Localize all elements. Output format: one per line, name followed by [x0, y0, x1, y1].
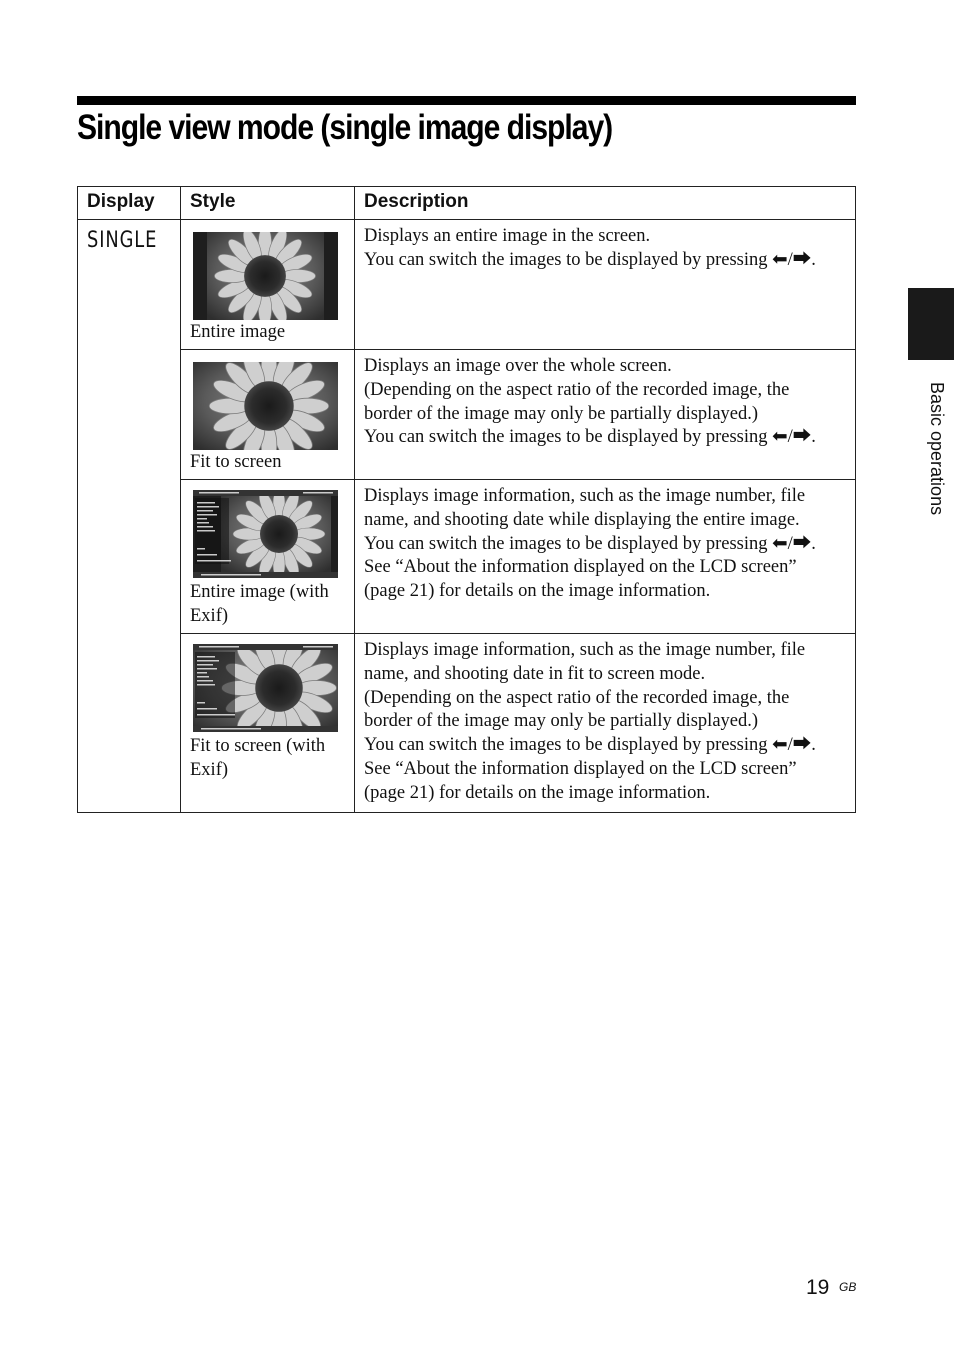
description-line: Displays image information, such as the image number, file	[364, 640, 806, 660]
description-line: See “About the information displayed on the LCD screen”	[364, 557, 797, 578]
description-line: You can switch the images to be displayed by pressing ⬅/⮕.	[364, 533, 816, 554]
description-line: You can switch the images to be displayed by pressing ⬅/⮕.	[364, 427, 816, 448]
style-label: Entire image	[190, 322, 286, 342]
description-cell	[355, 634, 856, 813]
description-line: border of the image may only be partially displayed.)	[364, 403, 759, 424]
description-line: You can switch the images to be displayed by pressing ⬅/⮕.	[364, 735, 816, 756]
table-row	[78, 480, 856, 634]
style-label: Fit to screen	[190, 452, 282, 472]
section-tab-marker	[908, 288, 954, 360]
header-description: Description	[355, 187, 856, 220]
table-row	[78, 220, 856, 350]
description-line: (Depending on the aspect ratio of the recorded image, the	[364, 379, 790, 400]
thumbnail-entire-image-exif	[193, 490, 338, 578]
single-mode-label: SINGLE	[87, 228, 158, 253]
style-cell	[181, 220, 355, 350]
style-cell	[181, 480, 355, 634]
header-display: Display	[78, 187, 181, 220]
style-label-line: Entire image (with	[190, 582, 329, 602]
style-label-line: Fit to screen (with	[190, 736, 326, 756]
description-line: You can switch the images to be displayed by pressing ⬅/⮕.	[364, 249, 816, 270]
table-row	[78, 350, 856, 480]
description-cell	[355, 350, 856, 480]
description-line: (page 21) for details on the image information.	[364, 581, 711, 602]
thumbnail-fit-to-screen	[193, 362, 338, 450]
header-style: Style	[181, 187, 355, 220]
thumbnail-fit-to-screen-exif	[193, 644, 338, 732]
page-title: Single view mode (single image display)	[77, 108, 613, 147]
table-row	[78, 634, 856, 813]
description-line: (page 21) for details on the image information.	[364, 782, 711, 803]
description-line: (Depending on the aspect ratio of the recorded image, the	[364, 687, 790, 708]
description-line: See “About the information displayed on the LCD screen”	[364, 758, 797, 779]
style-cell	[181, 350, 355, 480]
description-line: Displays an image over the whole screen.	[364, 356, 672, 376]
description-cell	[355, 220, 856, 350]
description-line: Displays image information, such as the image number, file	[364, 486, 806, 506]
description-line: name, and shooting date in fit to screen mode.	[364, 663, 706, 684]
table-header-row	[78, 187, 856, 220]
style-label	[190, 580, 350, 628]
title-rule	[77, 96, 856, 105]
display-style-table	[77, 186, 856, 813]
page-region-code: GB	[839, 1280, 857, 1294]
style-label	[190, 734, 350, 782]
style-cell	[181, 634, 355, 813]
description-line: border of the image may only be partially displayed.)	[364, 711, 759, 732]
style-label-line: Exif)	[190, 760, 229, 780]
page-number: 19	[806, 1276, 830, 1299]
style-label-line: Exif)	[190, 606, 229, 626]
thumbnail-entire-image	[193, 232, 338, 320]
description-line: name, and shooting date while displaying the entire image.	[364, 509, 800, 530]
description-cell	[355, 480, 856, 634]
display-mode-cell	[78, 220, 181, 813]
section-side-label: Basic operations	[927, 382, 947, 516]
description-line: Displays an entire image in the screen.	[364, 226, 651, 246]
